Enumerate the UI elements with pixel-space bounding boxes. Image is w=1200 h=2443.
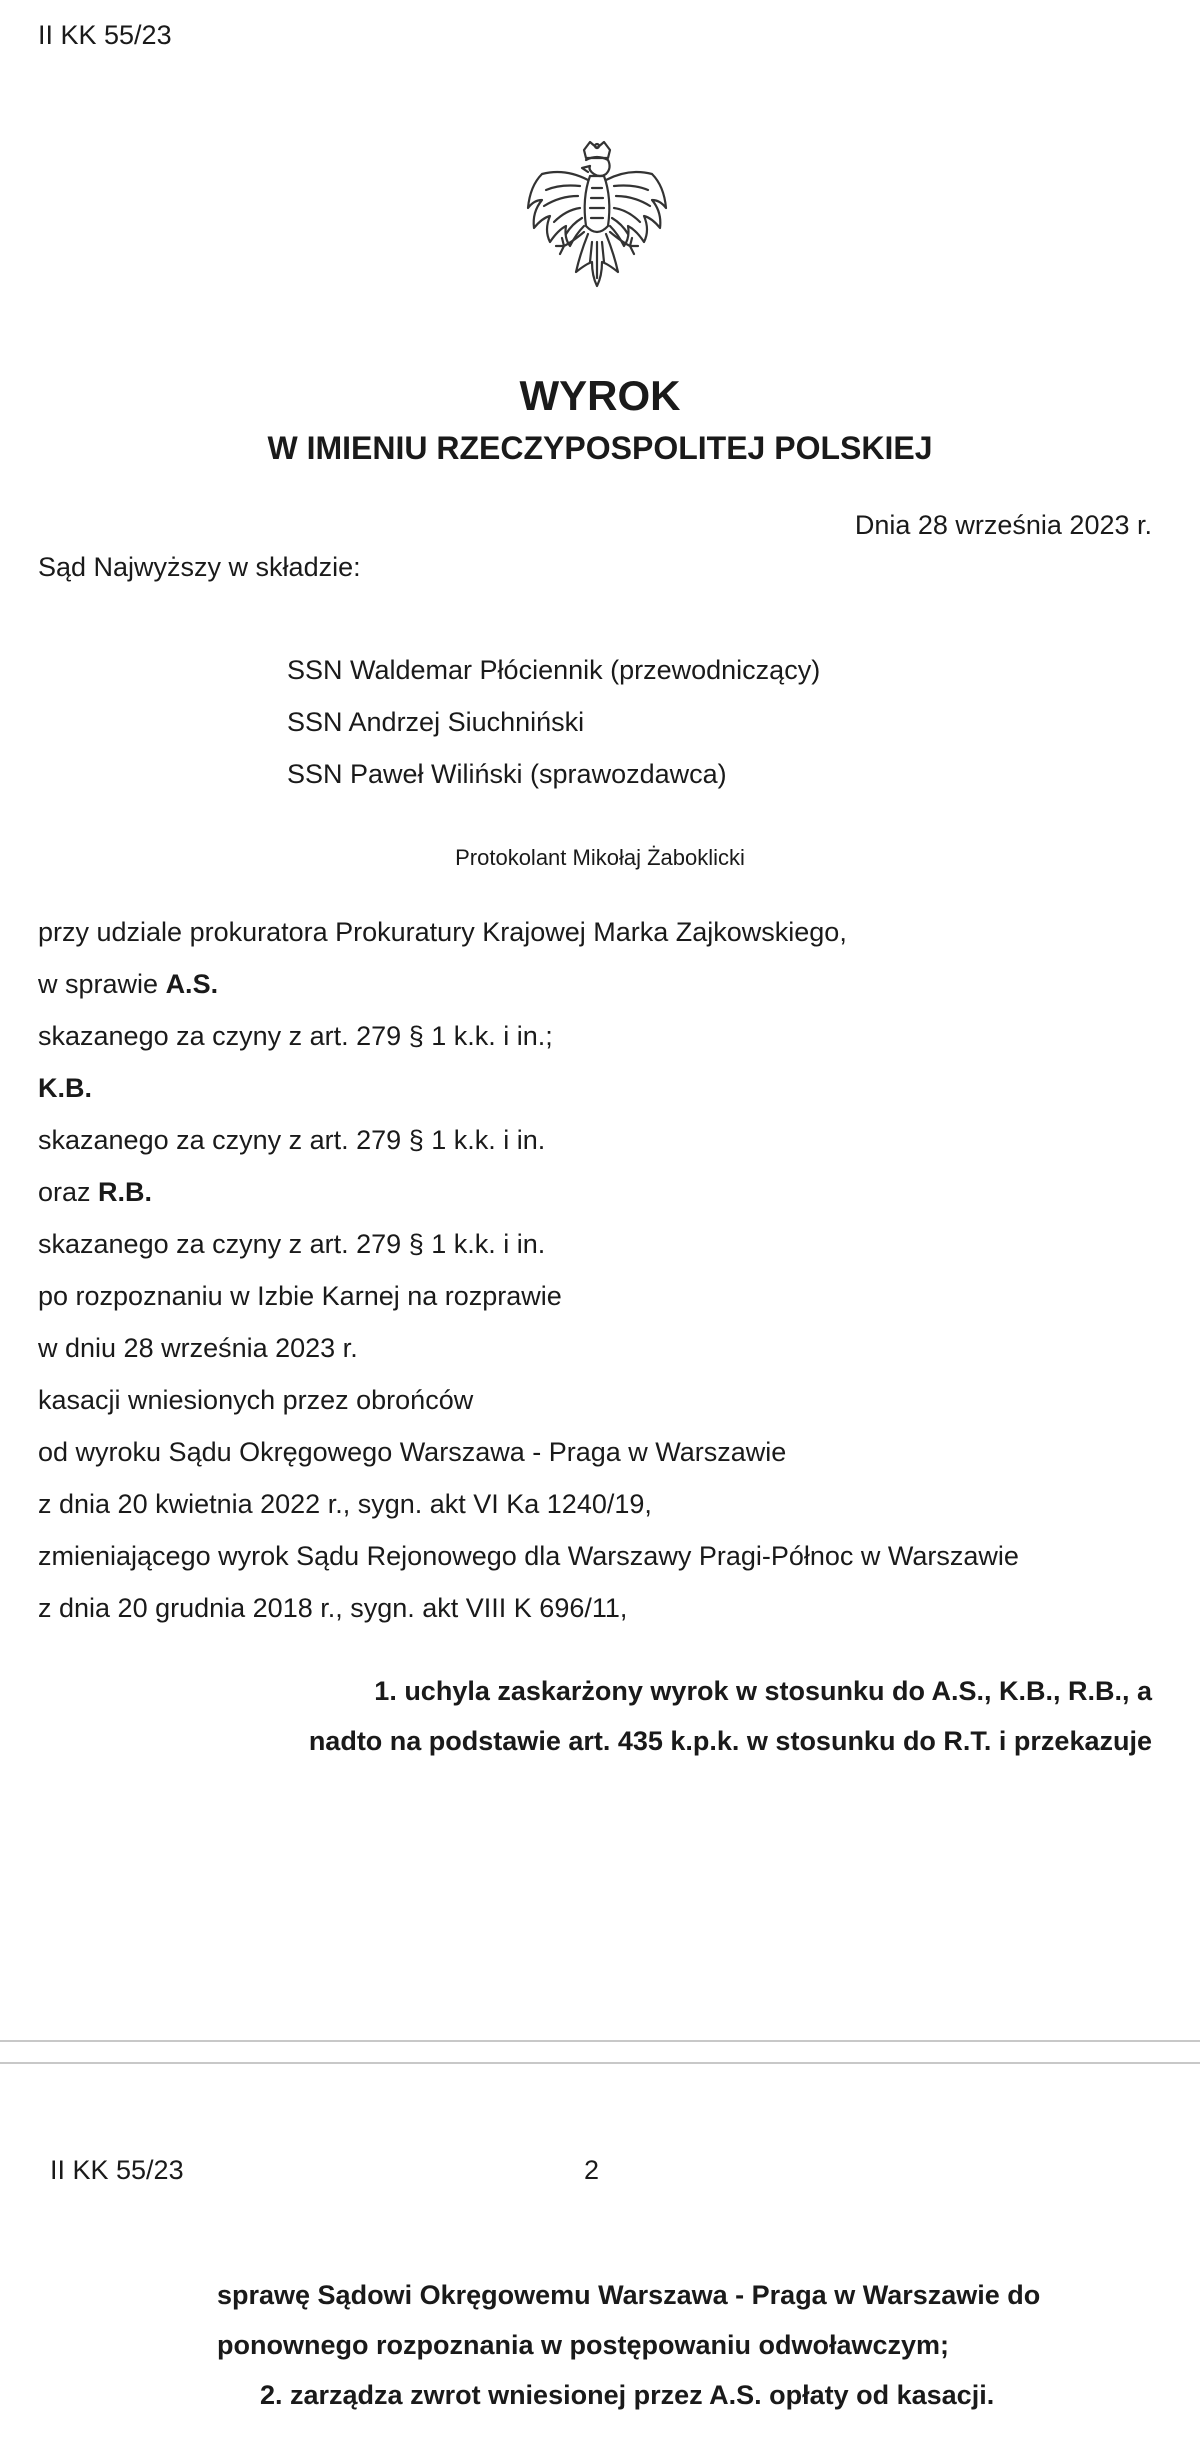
body-line: przy udziale prokuratora Prokuratury Krajowej Marka Zajkowskiego, — [38, 917, 847, 947]
body-line: skazanego za czyny z art. 279 § 1 k.k. i in.; — [38, 1021, 553, 1051]
body-line: z dnia 20 grudnia 2018 r., sygn. akt VIII K 696/11, — [38, 1593, 628, 1623]
court-composition-heading: Sąd Najwyższy w składzie: — [38, 552, 361, 582]
ruling-line: sprawę Sądowi Okręgowemu Warszawa - Praga w Warszawie do — [217, 2280, 1041, 2310]
document-title: WYROK — [519, 372, 681, 419]
polish-eagle-emblem — [520, 138, 675, 298]
body-line: oraz R.B. — [38, 1177, 153, 1207]
ruling-line: 1. uchyla zaskarżony wyrok w stosunku do A.S., K.B., R.B., a — [374, 1676, 1152, 1706]
court-clerk: Protokolant Mikołaj Żaboklicki — [455, 845, 745, 870]
body-line: kasacji wniesionych przez obrońców — [38, 1385, 474, 1415]
body-line: od wyroku Sądu Okręgowego Warszawa - Praga w Warszawie — [38, 1437, 787, 1467]
defendant-name: A.S. — [165, 969, 219, 999]
page-divider — [0, 2040, 1200, 2042]
document-subtitle: W IMIENIU RZECZYPOSPOLITEJ POLSKIEJ — [267, 430, 933, 466]
page-number: 2 — [584, 2155, 600, 2185]
judge-rapporteur: SSN Paweł Wiliński (sprawozdawca) — [287, 759, 727, 789]
defendant-name: K.B. — [38, 1073, 92, 1103]
ruling-line: nadto na podstawie art. 435 k.p.k. w stosunku do R.T. i przekazuje — [308, 1726, 1152, 1756]
body-line: po rozpoznaniu w Izbie Karnej na rozprawie — [38, 1281, 562, 1311]
judgment-date: Dnia 28 września 2023 r. — [854, 510, 1152, 540]
ruling-line: 2. zarządza zwrot wniesionej przez A.S. opłaty od kasacji. — [260, 2380, 995, 2410]
defendant-name: R.B. — [98, 1177, 153, 1207]
case-reference: II KK 55/23 — [38, 20, 172, 50]
body-line: zmieniającego wyrok Sądu Rejonowego dla Warszawy Pragi-Północ w Warszawie — [38, 1541, 1019, 1571]
body-line: w sprawie A.S. — [38, 969, 219, 999]
page-divider — [0, 2062, 1200, 2064]
case-reference: II KK 55/23 — [50, 2155, 184, 2185]
body-line: skazanego za czyny z art. 279 § 1 k.k. i in. — [38, 1229, 546, 1259]
judge-presiding: SSN Waldemar Płóciennik (przewodniczący) — [287, 655, 821, 685]
body-line: skazanego za czyny z art. 279 § 1 k.k. i in. — [38, 1125, 546, 1155]
ruling-line: ponownego rozpoznania w postępowaniu odwoławczym; — [217, 2330, 950, 2360]
judge-member: SSN Andrzej Siuchniński — [287, 707, 585, 737]
body-line: w dniu 28 września 2023 r. — [38, 1333, 358, 1363]
body-line: z dnia 20 kwietnia 2022 r., sygn. akt VI Ka 1240/19, — [38, 1489, 652, 1519]
